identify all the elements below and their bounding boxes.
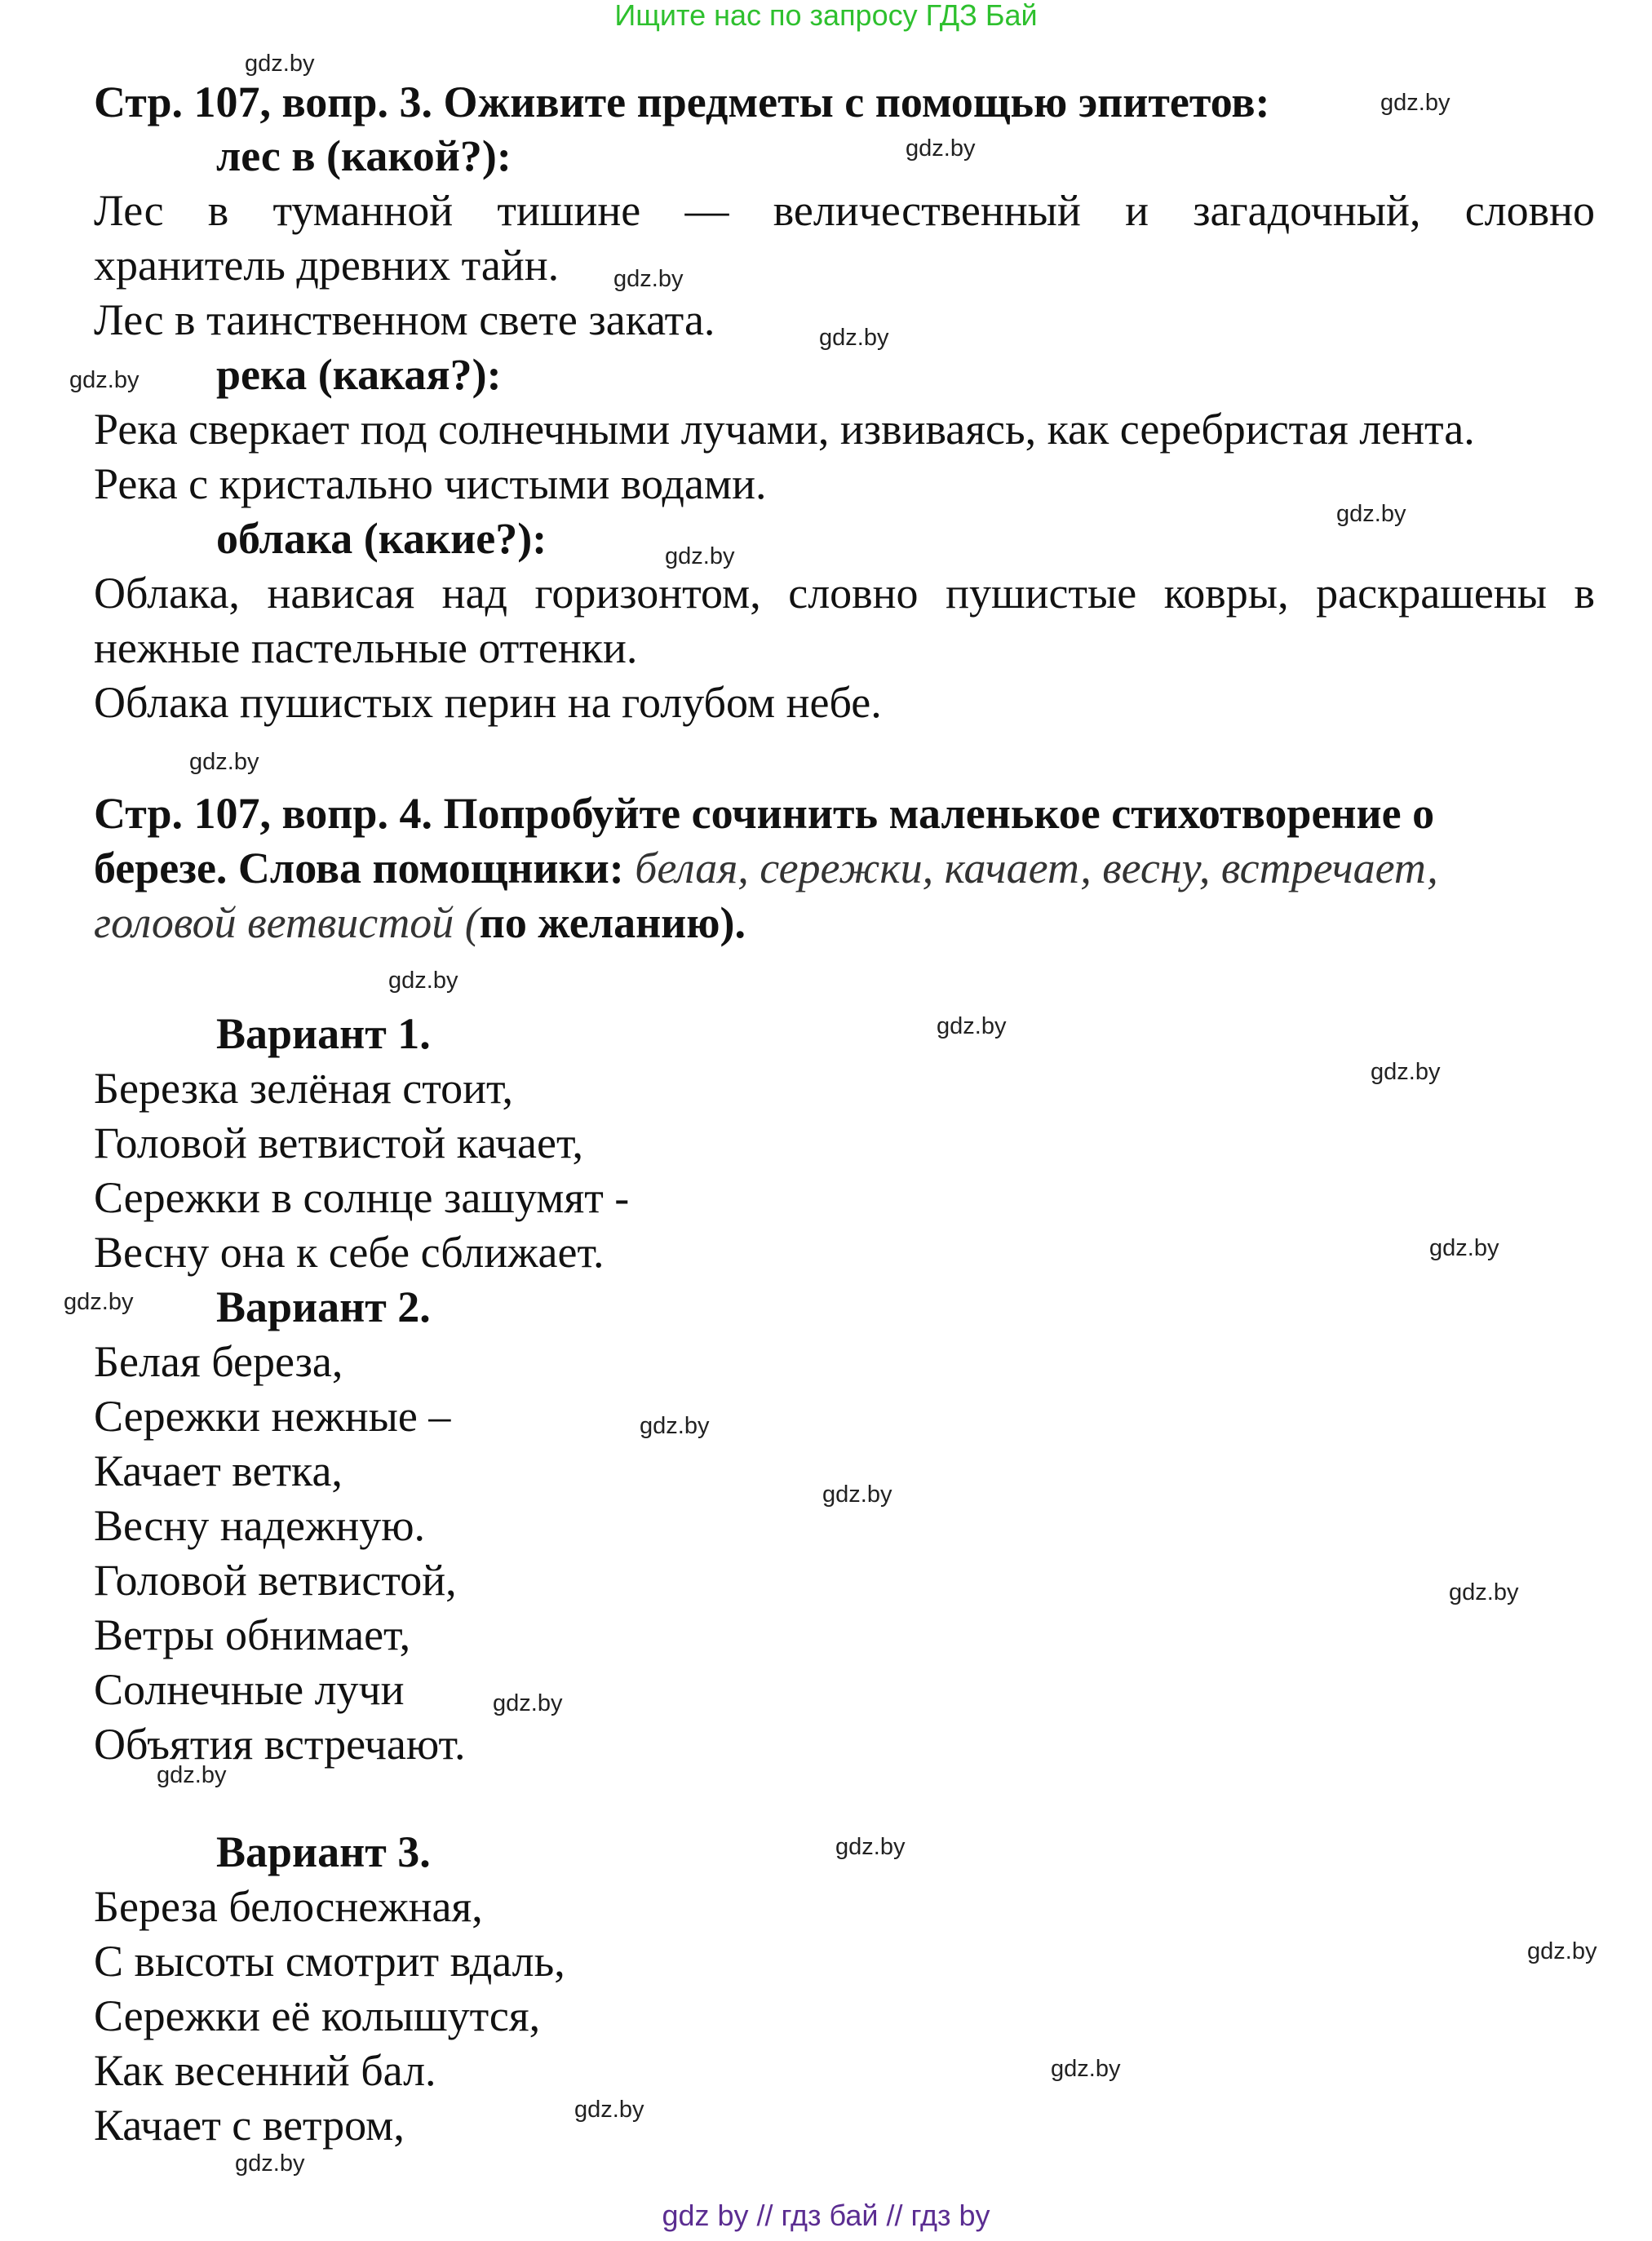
q4-heading-line-2 (94, 841, 1595, 895)
river-line-2: Река с кристально чистыми водами. (94, 459, 767, 508)
watermark: gdz.by (1449, 1579, 1519, 1605)
variant-3-line: С высоты смотрит вдаль, (94, 1937, 565, 1986)
watermark: gdz.by (1527, 1938, 1597, 1964)
variant-1-line: Весну она к себе сближает. (94, 1228, 605, 1277)
variant-3-line: Береза белоснежная, (94, 1882, 483, 1931)
variant-3-line: Как весенний бал. (94, 2046, 436, 2095)
footer-site-links: gdz by // гдз бай // гдз by (662, 2199, 990, 2232)
variant-3-line: Сережки её колышутся, (94, 1991, 541, 2040)
q4-heading-bold: березе. Слова помощники: (94, 844, 624, 892)
river-line-1: Река сверкает под солнечными лучами, извиваясь, как серебристая лента. (94, 405, 1475, 454)
variant-1-line: Головой ветвистой качает, (94, 1118, 583, 1167)
watermark: gdz.by (906, 135, 976, 162)
variant-2-line: Объятия встречают. (94, 1720, 466, 1769)
variant-2-line: Сережки нежные – (94, 1392, 451, 1441)
watermark: gdz.by (613, 266, 684, 292)
variant-2-line: Головой ветвистой, (94, 1556, 457, 1605)
variant-2-line: Белая береза, (94, 1337, 343, 1386)
variant-2-title: Вариант 2. (216, 1282, 431, 1331)
watermark: gdz.by (157, 1762, 227, 1788)
q4-heading-line-1: Стр. 107, вопр. 4. Попробуйте сочинить маленькое стихотворение о (94, 789, 1435, 838)
watermark: gdz.by (64, 1289, 134, 1315)
forest-line-1: Лес в туманной тишине — величественный и загадочный, словно (94, 186, 1595, 235)
variant-1-line: Березка зелёная стоит, (94, 1064, 514, 1113)
watermark: gdz.by (1371, 1059, 1441, 1085)
q4-helper-words-end: головой ветвистой ( (94, 898, 480, 947)
clouds-line-3: Облака пушистых перин на голубом небе. (94, 678, 882, 727)
search-hint-banner: Ищите нас по запросу ГДЗ Бай (614, 0, 1038, 32)
watermark: gdz.by (937, 1013, 1007, 1039)
variant-3-title: Вариант 3. (216, 1827, 431, 1876)
watermark: gdz.by (835, 1834, 906, 1860)
river-label: река (какая?): (216, 350, 502, 399)
variant-2-line: Ветры обнимает, (94, 1610, 411, 1659)
watermark: gdz.by (245, 51, 315, 77)
clouds-line-2: нежные пастельные оттенки. (94, 623, 638, 672)
watermark: gdz.by (640, 1413, 710, 1439)
watermark: gdz.by (1380, 90, 1450, 116)
clouds-label: облака (какие?): (216, 514, 547, 563)
watermark: gdz.by (819, 325, 889, 351)
variant-2-line: Солнечные лучи (94, 1665, 405, 1714)
clouds-line-1: Облака, нависая над горизонтом, словно пушистые ковры, раскрашены в (94, 569, 1595, 618)
watermark: gdz.by (69, 367, 140, 393)
watermark: gdz.by (235, 2150, 305, 2177)
forest-label: лес в (какой?): (216, 131, 512, 180)
variant-2-line: Весну надежную. (94, 1501, 426, 1550)
q4-optional-note: по желанию). (479, 898, 746, 947)
watermark: gdz.by (822, 1481, 892, 1508)
watermark: gdz.by (189, 749, 259, 775)
watermark: gdz.by (388, 968, 458, 994)
q3-heading: Стр. 107, вопр. 3. Оживите предметы с помощью эпитетов: (94, 78, 1270, 126)
watermark: gdz.by (493, 1690, 563, 1716)
variant-2-line: Качает ветка, (94, 1446, 343, 1495)
watermark: gdz.by (665, 543, 735, 569)
watermark: gdz.by (574, 2097, 644, 2123)
variant-1-title: Вариант 1. (216, 1009, 431, 1058)
q4-heading-line-3 (94, 896, 1595, 950)
forest-line-2: хранитель древних тайн. (94, 241, 560, 290)
variant-3-line: Качает с ветром, (94, 2101, 405, 2150)
variant-1-line: Сережки в солнце зашумят - (94, 1173, 630, 1222)
watermark: gdz.by (1051, 2056, 1121, 2082)
forest-line-3: Лес в таинственном свете заката. (94, 295, 715, 344)
watermark: gdz.by (1336, 501, 1406, 527)
q4-helper-words: белая, сережки, качает, весну, встречает, (635, 844, 1438, 892)
watermark: gdz.by (1429, 1235, 1499, 1261)
